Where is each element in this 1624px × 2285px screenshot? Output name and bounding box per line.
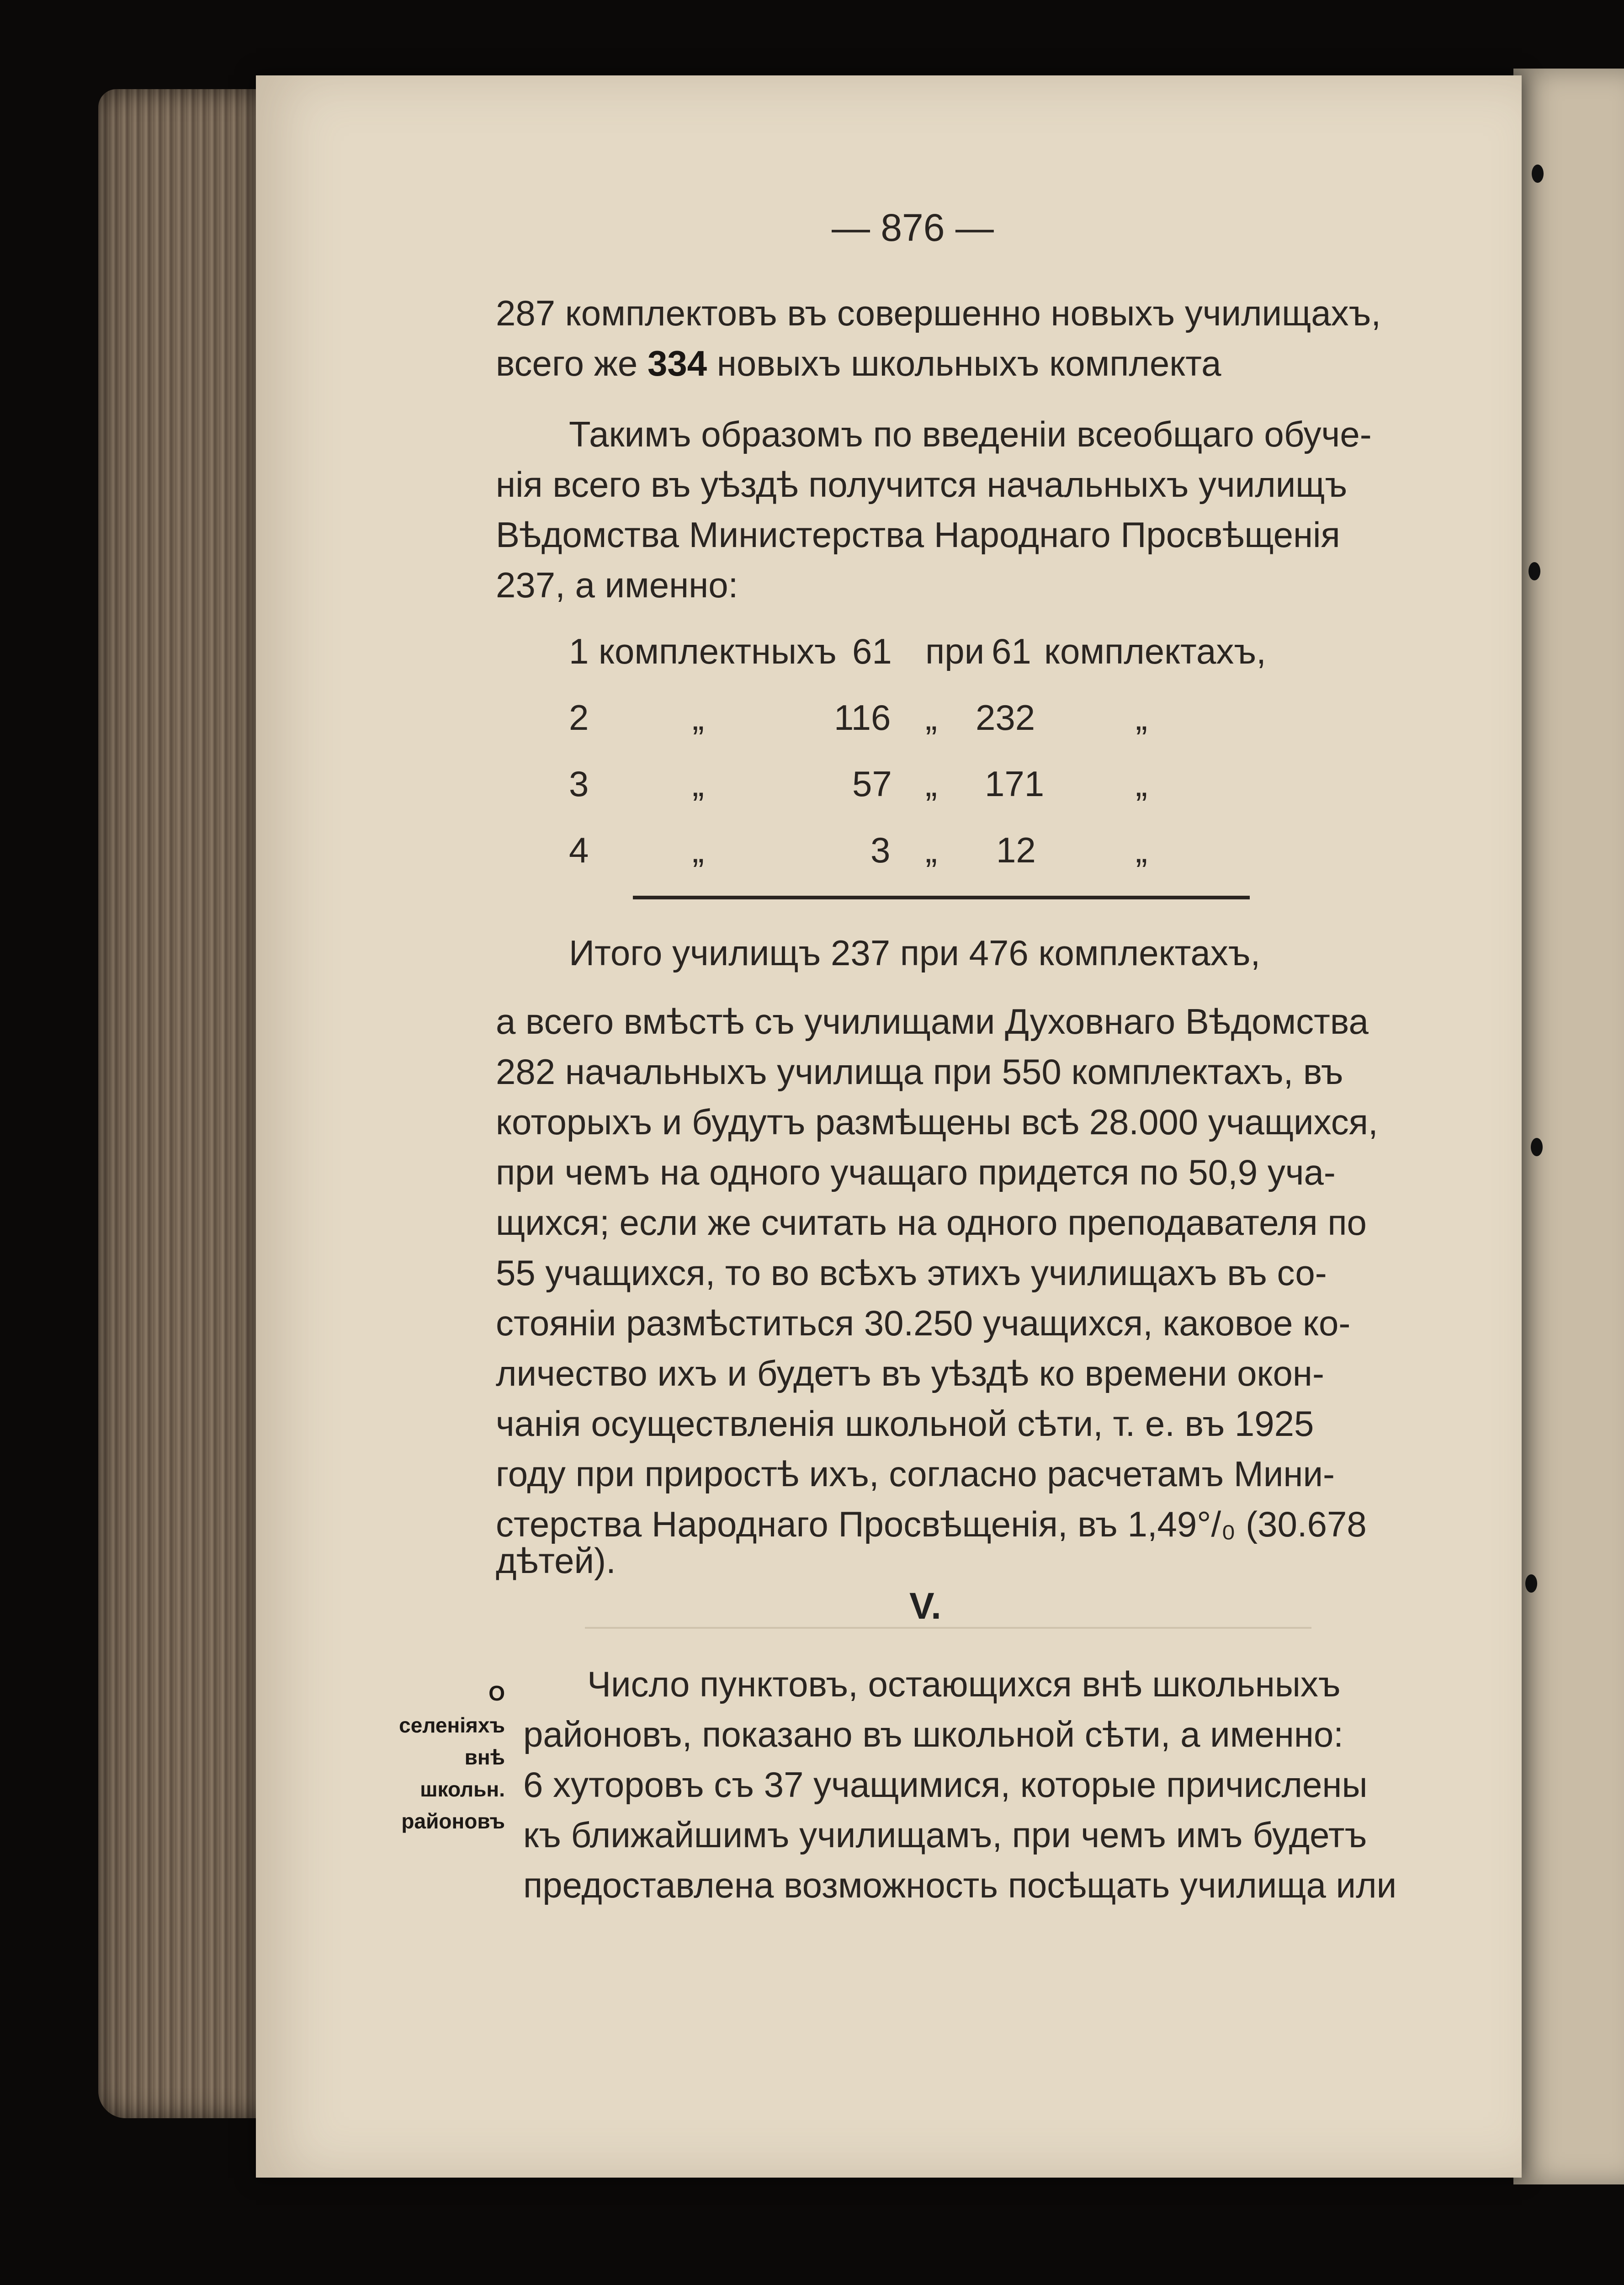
text-line: личество ихъ и будетъ въ уѣздѣ ко времени окон- xyxy=(496,1353,1324,1393)
text-line: 287 комплектовъ въ совершенно новыхъ училищахъ, xyxy=(496,293,1381,333)
margin-note xyxy=(377,1677,505,1837)
table-cell: 12 xyxy=(996,830,1036,870)
text-line: 237, а именно: xyxy=(496,565,738,605)
table-cell: 171 xyxy=(985,764,1045,804)
table-cell: 1 комплектныхъ xyxy=(569,631,837,671)
binding-mark xyxy=(1532,165,1544,183)
text-line: нія всего въ уѣздѣ получится начальныхъ училищъ xyxy=(496,464,1348,505)
text-line: 55 учащихся, то во всѣхъ этихъ училищахъ въ со- xyxy=(496,1253,1327,1293)
text-line: Вѣдомства Министерства Народнаго Просвѣщенія xyxy=(496,515,1340,555)
text-line: дѣтей). xyxy=(496,1541,616,1581)
page-number: — 876 — xyxy=(832,206,994,249)
text-line: при чемъ на одного учащаго придется по 50,9 уча- xyxy=(496,1152,1336,1192)
section-divider xyxy=(585,1627,1311,1629)
table-cell: „ xyxy=(925,697,937,738)
margin-note-line: О селеніяхъ xyxy=(399,1681,505,1737)
table-cell: 4 xyxy=(569,830,589,870)
binding-mark xyxy=(1525,1574,1537,1593)
table-cell: 3 xyxy=(569,764,589,804)
table-cell: 61 xyxy=(992,631,1031,671)
text-line: всего же 334 новыхъ школьныхъ комплекта xyxy=(496,343,1221,383)
binding-mark xyxy=(1528,562,1540,580)
table-cell: „ xyxy=(692,764,704,804)
margin-note-line: внѣ школьн. xyxy=(420,1745,505,1801)
facing-page-edge xyxy=(1513,69,1624,2184)
sum-rule xyxy=(633,896,1250,899)
table-cell: „ xyxy=(1136,697,1147,738)
table-cell: „ xyxy=(692,697,704,738)
table-cell: „ xyxy=(1136,764,1147,804)
binding-mark xyxy=(1531,1138,1543,1156)
margin-note-line: районовъ xyxy=(401,1809,505,1833)
text-line: году при приростѣ ихъ, согласно расчетамъ Мини- xyxy=(496,1454,1335,1494)
table-cell: 2 xyxy=(569,697,589,738)
table-cell: 116 xyxy=(834,697,891,738)
text-line: 6 хуторовъ съ 37 учащимися, которые причислены xyxy=(523,1764,1368,1805)
table-cell: 232 xyxy=(976,697,1035,738)
table-cell: комплектахъ, xyxy=(1044,631,1266,671)
table-cell: 61 xyxy=(852,631,892,671)
table-cell: 57 xyxy=(852,764,892,804)
text-line: а всего вмѣстѣ съ училищами Духовнаго Вѣдомства xyxy=(496,1001,1369,1042)
text-line: которыхъ и будутъ размѣщены всѣ 28.000 учащихся, xyxy=(496,1102,1378,1142)
section-heading: V. xyxy=(909,1585,941,1627)
text-line: щихся; если же считать на одного преподавателя по xyxy=(496,1202,1367,1243)
table-cell: при xyxy=(925,631,985,671)
text-line: къ ближайшимъ училищамъ, при чемъ имъ будетъ xyxy=(523,1815,1367,1855)
table-cell: 3 xyxy=(870,830,891,870)
table-cell: „ xyxy=(1136,830,1147,870)
text-line: районовъ, показано въ школьной сѣти, а именно: xyxy=(523,1714,1343,1754)
text-line: Число пунктовъ, остающихся внѣ школьныхъ xyxy=(587,1664,1341,1704)
text-line: стояніи размѣститься 30.250 учащихся, каковое ко- xyxy=(496,1303,1351,1343)
text-line: стерства Народнаго Просвѣщенія, въ 1,49°/₀ (30.678 xyxy=(496,1504,1367,1544)
text-line: предоставлена возможность посѣщать училища или xyxy=(523,1865,1397,1905)
table-cell: „ xyxy=(925,830,937,870)
table-cell: „ xyxy=(925,764,937,804)
table-cell: „ xyxy=(692,830,704,870)
book-page-edges xyxy=(98,89,270,2118)
text-line: 282 начальныхъ училища при 550 комплектахъ, въ xyxy=(496,1052,1343,1092)
table-total: Итого училищъ 237 при 476 комплектахъ, xyxy=(569,933,1261,973)
text-line: Такимъ образомъ по введеніи всеобщаго обуче- xyxy=(569,414,1372,454)
text-line: чанія осуществленія школьной сѣти, т. е. въ 1925 xyxy=(496,1403,1314,1444)
